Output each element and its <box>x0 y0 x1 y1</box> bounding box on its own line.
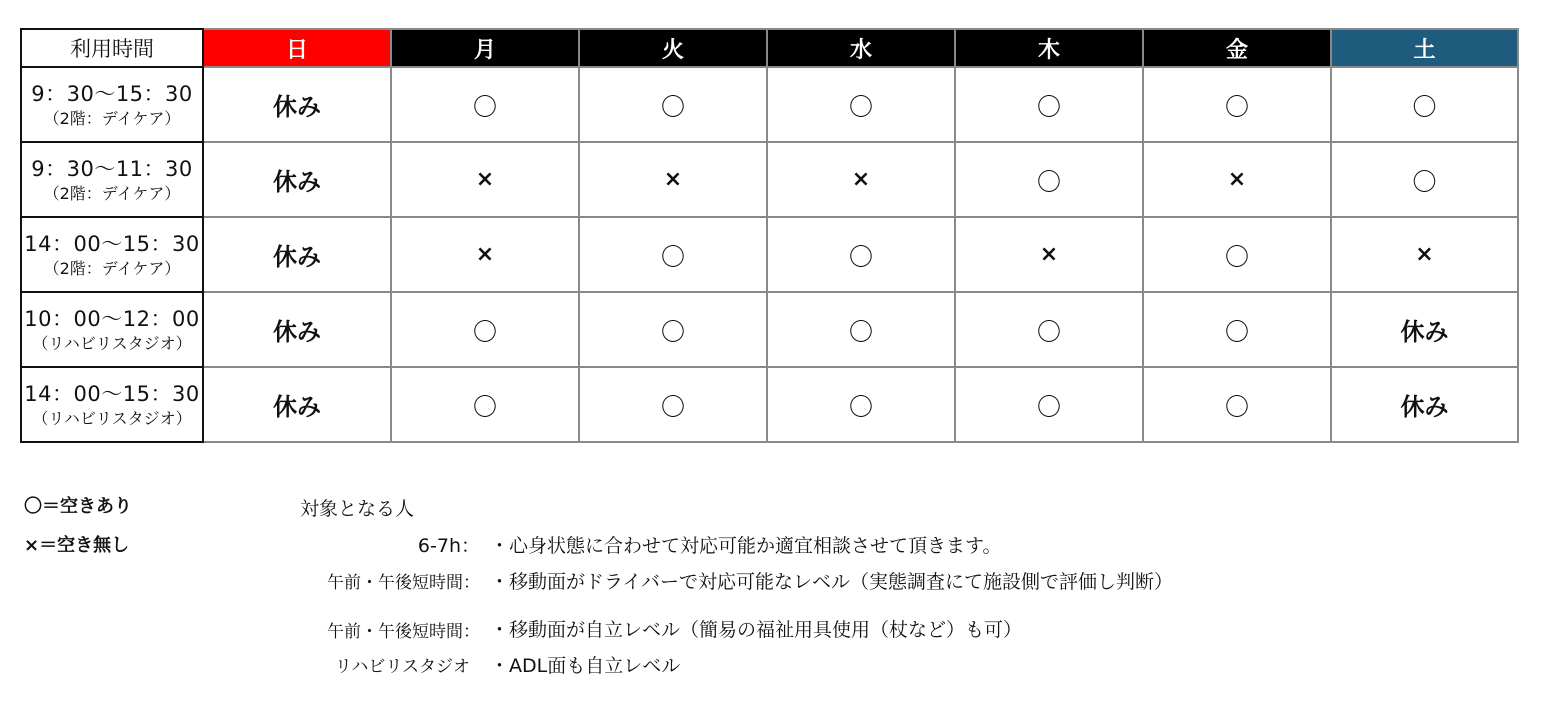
day-header-thu: 木 <box>955 29 1143 67</box>
availability-cell-sat: 〇 <box>1331 142 1518 217</box>
note-label: 午前・午後短時間： <box>327 622 480 642</box>
day-header-wed: 水 <box>767 29 955 67</box>
availability-cell-sun: 休み <box>203 292 391 367</box>
note-text: ・心身状態に合わせて対応可能か適宜相談させて頂きます。 <box>490 535 1002 557</box>
legend-available: 〇＝空きあり <box>24 496 132 517</box>
availability-cell-tue: × <box>579 142 767 217</box>
day-header-sat: 土 <box>1331 29 1518 67</box>
day-header-mon: 月 <box>391 29 579 67</box>
availability-cell-tue: 〇 <box>579 292 767 367</box>
time-slot-label: 9：30〜11：30 <box>31 156 193 181</box>
availability-cell-fri: 〇 <box>1143 292 1331 367</box>
schedule-row <box>21 67 1518 142</box>
availability-cell-sat: 休み <box>1331 367 1518 442</box>
availability-cell-thu: 〇 <box>955 292 1143 367</box>
note-label: 午前・午後短時間： <box>327 573 480 593</box>
time-slot-label: 14：00〜15：30 <box>24 381 200 406</box>
time-slot-label: 10：00〜12：00 <box>24 306 200 331</box>
availability-cell-sun: 休み <box>203 142 391 217</box>
notes-heading: 対象となる人 <box>300 498 415 520</box>
location-label: （2階：デイケア） <box>43 183 181 203</box>
note-text: ・移動面がドライバーで対応可能なレベル（実態調査にて施設側で評価し判断） <box>490 571 1174 593</box>
schedule-row <box>21 142 1518 217</box>
header-row <box>21 29 1518 67</box>
availability-cell-sun: 休み <box>203 367 391 442</box>
note-label: リハビリスタジオ <box>334 657 470 677</box>
location-label: （リハビリスタジオ） <box>32 408 192 428</box>
day-header-tue: 火 <box>579 29 767 67</box>
time-slot-label: 14：00〜15：30 <box>24 231 200 256</box>
schedule-row <box>21 292 1518 367</box>
schedule-row <box>21 367 1518 442</box>
availability-cell-fri: 〇 <box>1143 217 1331 292</box>
availability-cell-thu: 〇 <box>955 67 1143 142</box>
availability-cell-wed: 〇 <box>767 217 955 292</box>
availability-cell-thu: × <box>955 217 1143 292</box>
availability-cell-sat: 休み <box>1331 292 1518 367</box>
schedule-table <box>20 28 1519 443</box>
availability-cell-wed: 〇 <box>767 67 955 142</box>
availability-cell-tue: 〇 <box>579 367 767 442</box>
time-slot-cell <box>21 367 203 442</box>
availability-cell-sat: 〇 <box>1331 67 1518 142</box>
day-header-sun: 日 <box>203 29 391 67</box>
availability-cell-mon: 〇 <box>391 367 579 442</box>
availability-cell-thu: 〇 <box>955 142 1143 217</box>
availability-cell-fri: 〇 <box>1143 367 1331 442</box>
availability-cell-sat: × <box>1331 217 1518 292</box>
availability-cell-fri: 〇 <box>1143 67 1331 142</box>
availability-cell-mon: 〇 <box>391 292 579 367</box>
availability-cell-sun: 休み <box>203 67 391 142</box>
availability-cell-fri: × <box>1143 142 1331 217</box>
availability-cell-wed: 〇 <box>767 292 955 367</box>
schedule-row <box>21 217 1518 292</box>
location-label: （リハビリスタジオ） <box>32 333 192 353</box>
day-header-fri: 金 <box>1143 29 1331 67</box>
availability-cell-tue: 〇 <box>579 217 767 292</box>
availability-cell-thu: 〇 <box>955 367 1143 442</box>
note-label: 6-7h： <box>417 535 480 557</box>
availability-cell-sun: 休み <box>203 217 391 292</box>
availability-cell-mon: 〇 <box>391 67 579 142</box>
availability-cell-tue: 〇 <box>579 67 767 142</box>
time-slot-cell <box>21 67 203 142</box>
time-slot-cell <box>21 292 203 367</box>
time-column-header: 利用時間 <box>21 29 203 67</box>
location-label: （2階：デイケア） <box>43 258 181 278</box>
time-slot-cell <box>21 142 203 217</box>
note-text: ・ADL面も自立レベル <box>490 655 681 677</box>
location-label: （2階：デイケア） <box>43 108 181 128</box>
availability-cell-wed: 〇 <box>767 367 955 442</box>
availability-cell-wed: × <box>767 142 955 217</box>
time-slot-label: 9：30〜15：30 <box>31 81 193 106</box>
note-text: ・移動面が自立レベル（簡易の福祉用具使用（杖など）も可） <box>490 619 1023 641</box>
availability-cell-mon: × <box>391 217 579 292</box>
legend-full: ×＝空き無し <box>24 535 130 556</box>
time-slot-cell <box>21 217 203 292</box>
availability-cell-mon: × <box>391 142 579 217</box>
